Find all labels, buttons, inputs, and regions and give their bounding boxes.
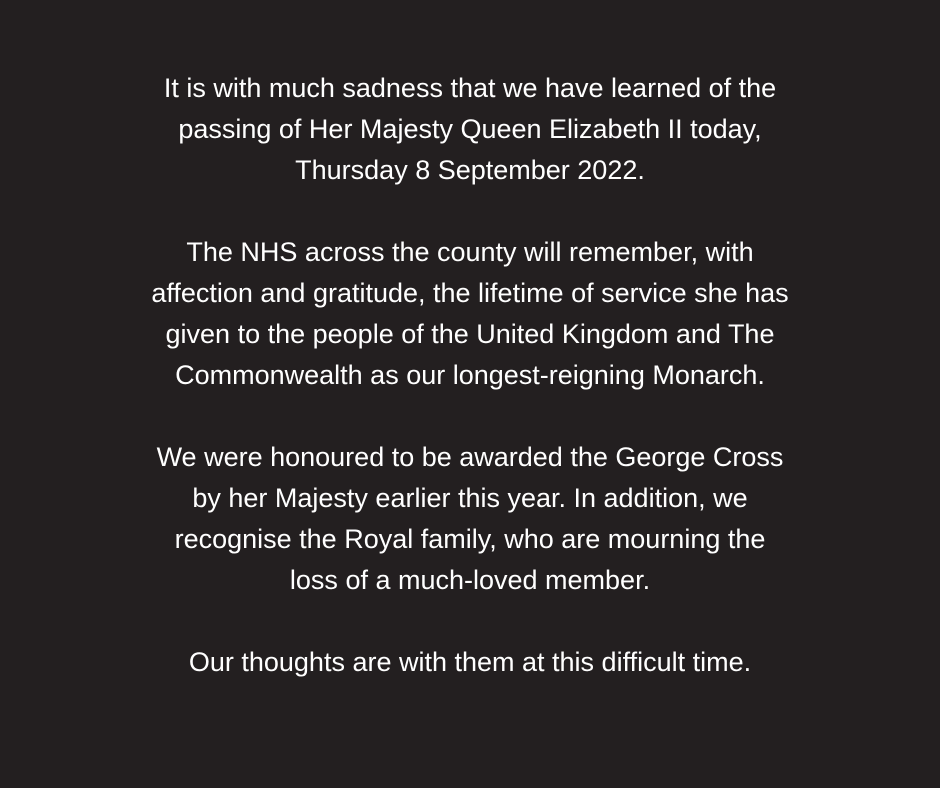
- statement-line: The NHS across the county will remember, with: [186, 237, 754, 267]
- statement-line: by her Majesty earlier this year. In addition, we: [192, 483, 748, 513]
- statement-line: Our thoughts are with them at this difficult time.: [188, 647, 752, 677]
- paragraph-george-cross: [0, 437, 940, 601]
- statement-line: given to the people of the United Kingdom and The: [165, 319, 775, 349]
- statement-line: recognise the Royal family, who are mourning the: [174, 524, 766, 554]
- statement-line: Commonwealth as our longest-reigning Monarch.: [175, 360, 765, 390]
- paragraph-thoughts: [0, 642, 940, 683]
- statement-line: It is with much sadness that we have learned of the: [163, 73, 777, 103]
- statement-line: We were honoured to be awarded the George Cross: [156, 442, 784, 472]
- statement-line: loss of a much-loved member.: [289, 565, 651, 595]
- condolence-statement: [0, 68, 940, 724]
- statement-line: passing of Her Majesty Queen Elizabeth II today,: [178, 114, 762, 144]
- paragraph-announcement: [0, 68, 940, 191]
- paragraph-remembrance: [0, 232, 940, 396]
- statement-line: affection and gratitude, the lifetime of service she has: [151, 278, 789, 308]
- statement-line: Thursday 8 September 2022.: [295, 155, 645, 185]
